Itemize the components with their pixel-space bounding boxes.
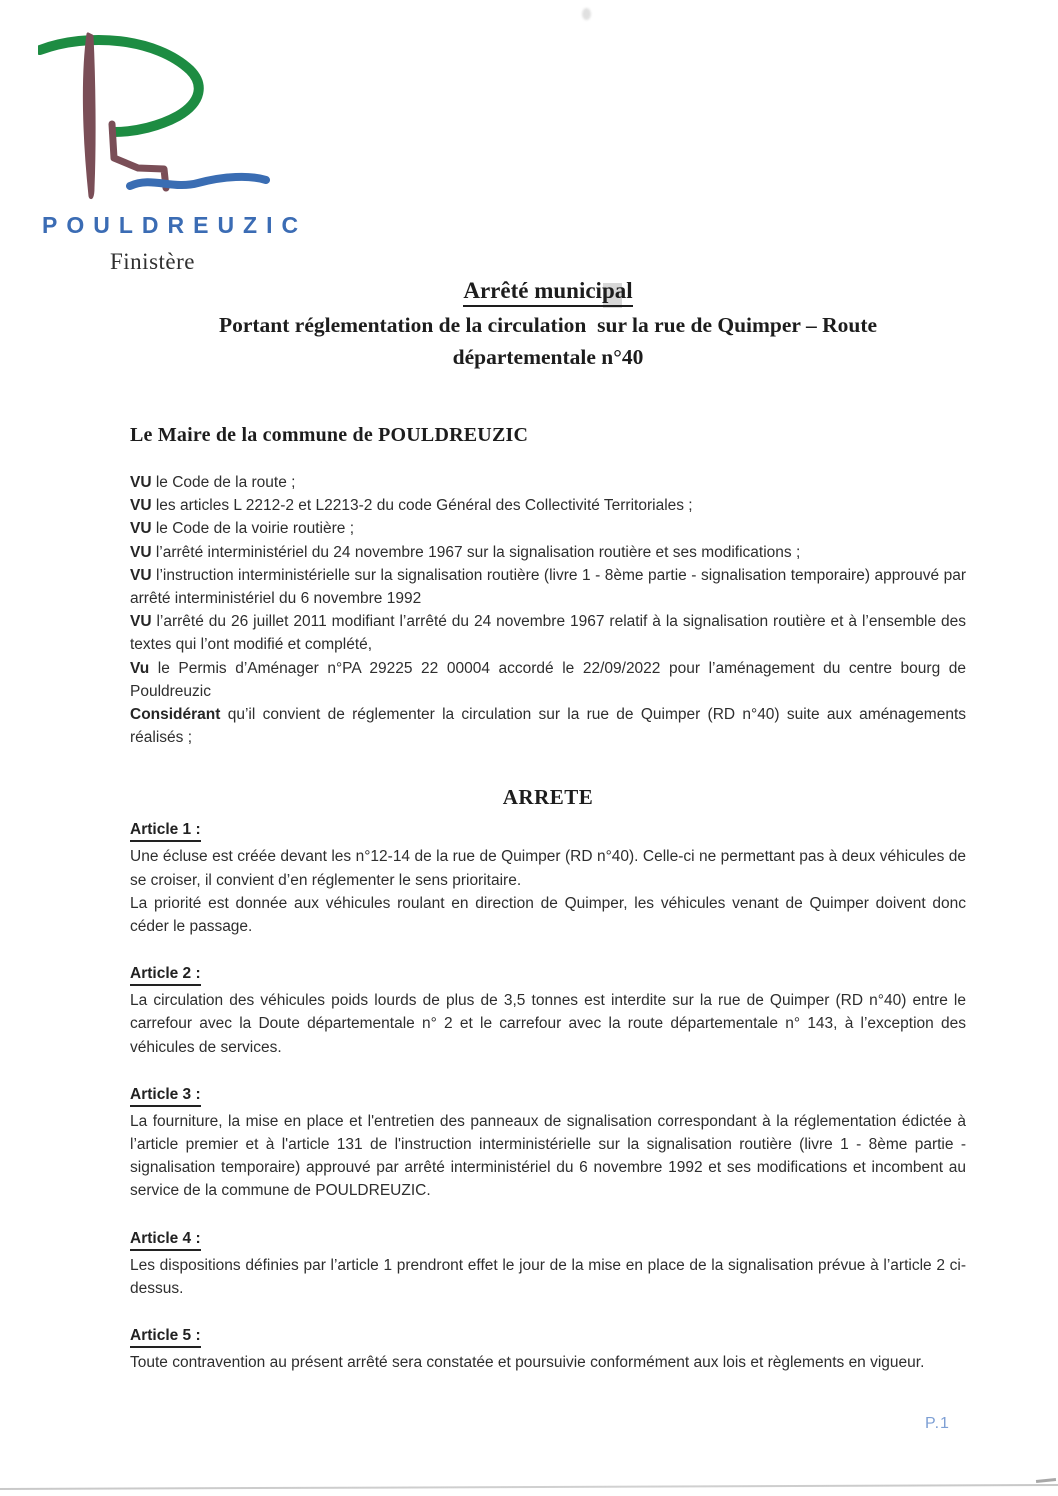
preamble-line	[130, 657, 966, 703]
title-line-1: Arrêté municipal	[463, 278, 632, 307]
article-3-paragraph: La fourniture, la mise en place et l'entretien des panneaux de signalisation correspondant à la réglementation édictée à l’article premier et à l'article 131 de l'instruction interministérielle sur la signalisation routière (livre 1 - 8ème partie - signalisation temporaire) approuvé par arrêté interministériel du 6 novembre 1992 et ses modifications et incombent au service de la commune de POULDREUZIC.	[130, 1112, 966, 1200]
preamble-text: le Permis d’Aménager n°PA 29225 22 00004 accordé le 22/09/2022 pour l’aménagement du centre bourg de Pouldreuzic	[130, 659, 966, 700]
preamble-section	[130, 471, 966, 749]
preamble-line	[130, 494, 966, 517]
preamble-text: le Code de la route ;	[151, 474, 296, 491]
article-4-paragraph: Les dispositions définies par l’article 1 prendront effet le jour de la mise en place de la signalisation prévue à l’article 2 ci-dessus.	[130, 1256, 966, 1297]
preamble-prefix: VU	[130, 566, 152, 584]
preamble-line	[130, 703, 966, 749]
commune-logo-block	[38, 28, 338, 275]
preamble-prefix: VU	[130, 520, 152, 538]
preamble-prefix: VU	[130, 613, 152, 631]
preamble-prefix: Considérant	[130, 706, 221, 724]
preamble-text: qu’il convient de réglementer la circulation sur la rue de Quimper (RD n°40) suite aux aménagements réalisés ;	[130, 706, 966, 747]
preamble-line	[130, 610, 966, 656]
article-1-heading: Article 1 :	[130, 821, 201, 842]
preamble-line	[130, 541, 966, 564]
maire-heading: Le Maire de la commune de POULDREUZIC	[130, 424, 529, 446]
scan-edge-line	[0, 1484, 1058, 1490]
article-4-heading: Article 4 :	[130, 1230, 201, 1251]
preamble-prefix: Vu	[130, 659, 150, 677]
article-1-paragraph: Une écluse est créée devant les n°12-14 de la rue de Quimper (RD n°40). Celle-ci ne permettant pas à deux véhicules de se croiser, il convient d’en réglementer le sens prioritaire.	[130, 848, 966, 889]
article-5	[130, 1327, 966, 1374]
document-title-block	[130, 278, 966, 371]
preamble-text: l’instruction interministérielle sur la signalisation routière (livre 1 - 8ème partie - signalisation temporaire) approuvé par arrêté interministériel du 6 novembre 1992	[130, 566, 966, 608]
article-1	[130, 821, 966, 938]
article-2	[130, 965, 966, 1059]
article-5-paragraph: Toute contravention au présent arrêté sera constatée et poursuivie conformément aux lois et règlements en vigueur.	[130, 1354, 925, 1372]
preamble-text: l’arrêté interministériel du 24 novembre 1967 sur la signalisation routière et ses modifications ;	[151, 543, 801, 561]
scan-speck-artifact	[582, 8, 591, 20]
title-line-3: départementale n°40	[452, 345, 644, 369]
pouldreuzic-logo-icon	[38, 28, 318, 208]
article-3-heading: Article 3 :	[130, 1086, 201, 1107]
article-2-heading: Article 2 :	[130, 965, 201, 986]
page-number: P.1	[925, 1415, 950, 1432]
preamble-prefix: VU	[130, 474, 152, 491]
scan-edge-dash	[1036, 1478, 1056, 1483]
preamble-text: l’arrêté du 26 juillet 2011 modifiant l’arrêté du 24 novembre 1967 relatif à la signalisation routière et à l’ensemble des textes qui l’ont modifié et complété,	[130, 613, 966, 654]
preamble-line	[130, 517, 966, 540]
title-line-2: Portant réglementation de la circulation sur la rue de Quimper – Route	[218, 313, 878, 337]
document-body	[130, 418, 966, 1374]
article-2-paragraph: La circulation des véhicules poids lourds de plus de 3,5 tonnes est interdite sur la rue de Quimper (RD n°40) entre le carrefour avec la Doute départementale n° 2 et le carrefour avec la route départementale n° 143, à l’exception des véhicules de services.	[130, 992, 966, 1056]
article-5-heading: Article 5 :	[130, 1327, 201, 1348]
preamble-prefix: VU	[130, 497, 152, 515]
department-name: Finistère	[110, 249, 195, 274]
commune-name: POULDREUZIC	[42, 212, 308, 238]
article-4	[130, 1230, 966, 1300]
preamble-line	[130, 471, 966, 494]
article-3	[130, 1086, 966, 1203]
preamble-text: les articles L 2212-2 et L2213-2 du code Général des Collectivité Territoriales ;	[151, 497, 693, 515]
preamble-prefix: VU	[130, 543, 152, 561]
arrete-heading: ARRETE	[502, 785, 594, 810]
article-1-paragraph: La priorité est donnée aux véhicules roulant en direction de Quimper, les véhicules venant de Quimper doivent donc céder le passage.	[130, 894, 966, 936]
preamble-line	[130, 564, 966, 610]
preamble-text: le Code de la voirie routière ;	[151, 520, 355, 538]
